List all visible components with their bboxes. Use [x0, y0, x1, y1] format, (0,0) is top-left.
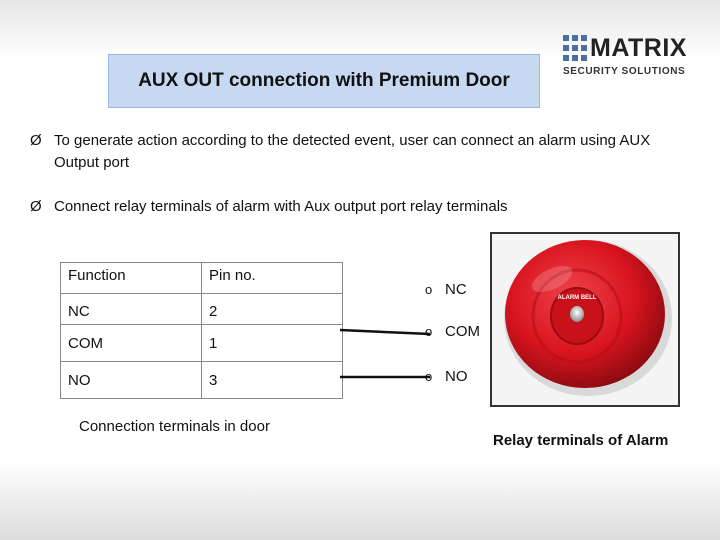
terminal-label: NC	[445, 281, 467, 298]
table-cell: 1	[202, 325, 343, 362]
logo-subtitle: SECURITY SOLUTIONS	[563, 66, 686, 77]
table-cell: 3	[202, 362, 343, 399]
bell-label: ALARM BELL	[557, 295, 597, 301]
table-cell: NO	[61, 362, 202, 399]
terminal-label: COM	[445, 323, 480, 340]
bullet-arrow-icon: Ø	[30, 198, 42, 215]
slide-title: AUX OUT connection with Premium Door	[108, 54, 540, 108]
terminal-label: NO	[445, 368, 468, 385]
table-cell: NC	[61, 294, 202, 325]
alarm-bell-photo	[490, 232, 680, 407]
logo-wordmark: MATRIX	[590, 34, 687, 62]
com-wire	[340, 330, 430, 334]
table-cell: COM	[61, 325, 202, 362]
bullet-arrow-icon: Ø	[30, 132, 42, 149]
terminal-dot-icon: o	[425, 324, 433, 339]
door-terminals-caption: Connection terminals in door	[79, 418, 270, 435]
alarm-terminals-caption: Relay terminals of Alarm	[493, 432, 669, 449]
bullet-text: To generate action according to the detected event, user can connect an alarm using AUX Output port	[54, 132, 651, 171]
bullet-text: Connect relay terminals of alarm with Aux output port relay terminals	[54, 198, 508, 215]
alarm-bell-icon	[492, 234, 678, 405]
terminal-dot-icon: o	[425, 369, 433, 384]
relay-terminal-com	[425, 323, 480, 340]
table-cell: Function	[61, 263, 202, 294]
table-cell: Pin no.	[202, 263, 343, 294]
relay-terminal-no	[425, 368, 468, 385]
terminal-dot-icon: o	[425, 282, 433, 297]
table-cell: 2	[202, 294, 343, 325]
relay-terminal-nc	[425, 281, 467, 298]
